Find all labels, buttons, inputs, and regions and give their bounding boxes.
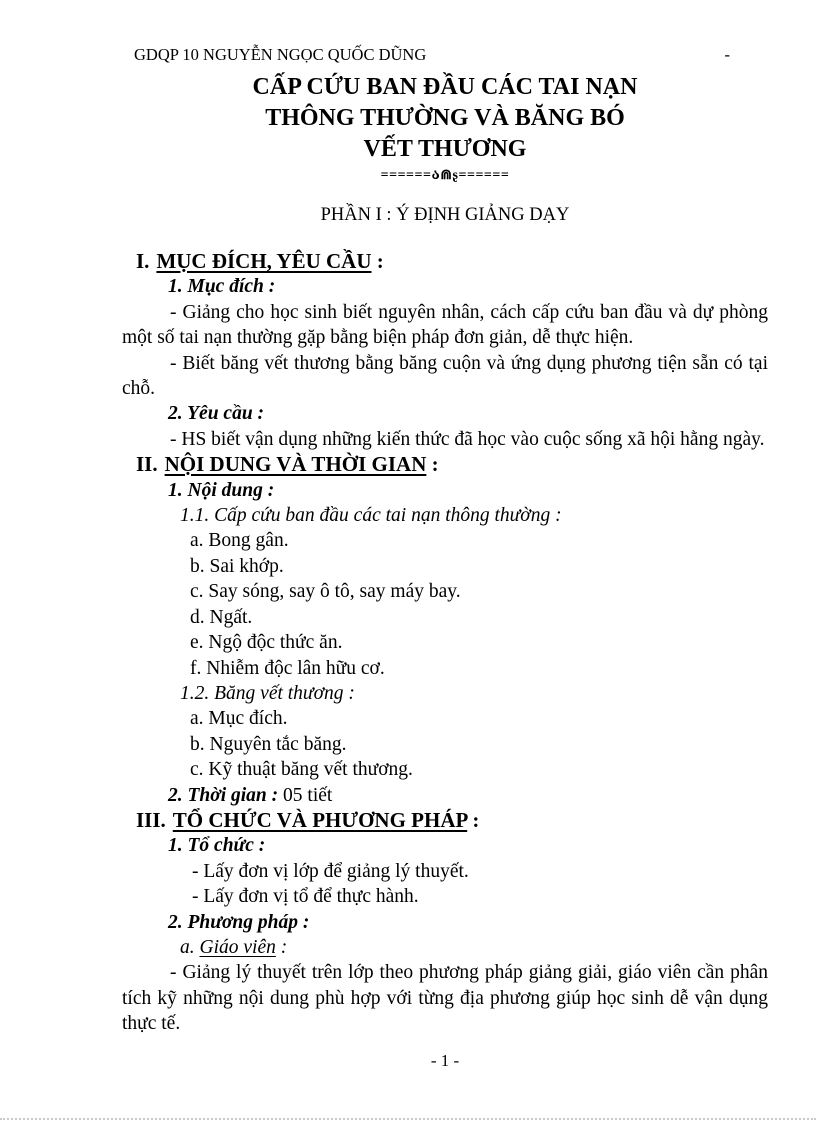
title-line-1: CẤP CỨU BAN ĐẦU CÁC TAI NẠN — [252, 74, 638, 100]
page-number: - 1 - — [430, 1051, 460, 1070]
subsection-thoi-gian — [122, 783, 768, 808]
subsection-phuong-phap: 2. Phương pháp : — [168, 911, 310, 933]
item-prefix: a. — [180, 936, 200, 958]
section-label: MỤC ĐÍCH, YÊU CẦU — [156, 249, 372, 273]
section-number: III. — [136, 807, 166, 832]
subsection-1-2: 1.2. Băng vết thương : — [180, 682, 355, 704]
subsection-label: 2. Thời gian : — [168, 784, 279, 806]
section-number: I. — [136, 249, 150, 273]
title-separator-ornament: ======ა⋒ʂ====== — [380, 168, 510, 183]
part-heading: PHẦN I : Ý ĐỊNH GIẢNG DẠY — [320, 205, 570, 225]
list-item: a. Mục đích. — [190, 708, 288, 730]
item-colon: : — [275, 936, 288, 958]
paragraph: - HS biết vận dụng những kiến thức đã học vào cuộc sống xã hội hằng ngày. — [170, 428, 765, 450]
page-bottom-dotted-divider — [0, 1118, 816, 1120]
item-label: Giáo viên — [199, 936, 276, 958]
subsection-value: 05 tiết — [278, 784, 333, 806]
title-line-3: VẾT THƯƠNG — [363, 136, 527, 162]
document-title — [122, 72, 768, 186]
header-right-dash: - — [724, 45, 730, 64]
section-colon: : — [426, 452, 439, 477]
section-heading-2 — [122, 452, 768, 477]
list-item: e. Ngộ độc thức ăn. — [190, 632, 343, 654]
page-header — [134, 45, 730, 65]
section-heading-1 — [122, 249, 768, 274]
list-item: a. Bong gân. — [190, 530, 289, 552]
section-label: NỘI DUNG VÀ THỜI GIAN — [164, 452, 427, 477]
subsection-to-chuc: 1. Tổ chức : — [168, 835, 266, 857]
list-item: f. Nhiễm độc lân hữu cơ. — [190, 657, 385, 679]
subsection-noi-dung: 1. Nội dung : — [168, 479, 275, 501]
section-heading-3 — [122, 808, 768, 833]
outline-blocks — [122, 249, 768, 1037]
dash-item: - Lấy đơn vị lớp để giảng lý thuyết. — [192, 860, 469, 882]
list-item: b. Nguyên tắc băng. — [190, 733, 347, 755]
subsection-1-1: 1.1. Cấp cứu ban đầu các tai nạn thông thường : — [180, 505, 562, 527]
list-item: b. Sai khớp. — [190, 555, 284, 577]
list-item: c. Kỹ thuật băng vết thương. — [190, 759, 413, 781]
section-number: II. — [136, 452, 158, 477]
section-colon: : — [467, 807, 480, 832]
paragraph: - Biết băng vết thương bằng băng cuộn và ứng dụng phương tiện sẵn có tại chỗ. — [122, 352, 768, 400]
section-colon: : — [371, 249, 384, 273]
paragraph: - Giảng cho học sinh biết nguyên nhân, cách cấp cứu ban đầu và dự phòng một số tai nạn thường gặp bằng biện pháp đơn giản, dễ thực hiện. — [122, 301, 768, 349]
list-item: c. Say sóng, say ô tô, say máy bay. — [190, 581, 461, 603]
section-label: TỔ CHỨC VÀ PHƯƠNG PHÁP — [172, 807, 468, 832]
subsection-muc-dich: 1. Mục đích : — [168, 276, 276, 298]
header-left-text: GDQP 10 NGUYỄN NGỌC QUỐC DŨNG — [134, 45, 427, 64]
dash-item: - Lấy đơn vị tổ để thực hành. — [192, 886, 419, 908]
subsection-yeu-cau: 2. Yêu cầu : — [168, 403, 265, 425]
page-content — [122, 72, 768, 1037]
list-item: d. Ngất. — [190, 606, 253, 628]
title-line-2: THÔNG THƯỜNG VÀ BĂNG BÓ — [265, 105, 625, 131]
paragraph: - Giảng lý thuyết trên lớp theo phương pháp giảng giải, giáo viên cần phân tích kỹ những nội dung phù hợp với từng địa phương giúp học sinh dễ vận dụng thực tế. — [122, 962, 768, 1035]
subsection-giao-vien — [122, 935, 768, 960]
